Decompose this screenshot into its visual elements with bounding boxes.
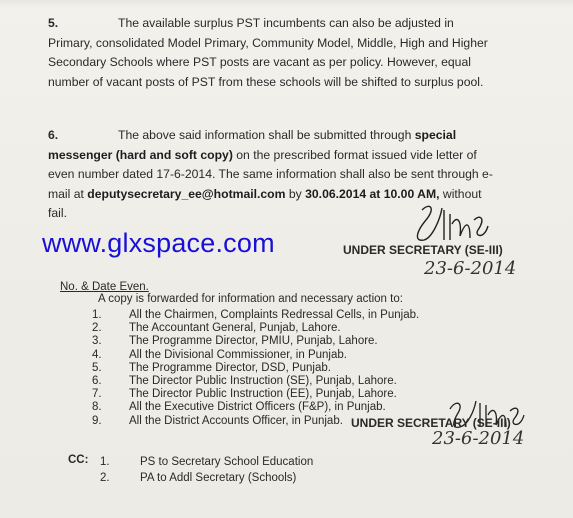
paragraph-text: The available surplus PST incumbents can also be adjusted in Primary, consolidated Model Primary, Community Model, Middle, High and Higher Secondary Schools where PST posts are vacant as per policy. However, equal number of vacant posts of PST from these schools will be shifted to surplus pool. xyxy=(48,16,488,89)
paragraph-text: by xyxy=(285,186,306,201)
signature-date-1: 23-6-2014 xyxy=(424,258,517,279)
list-item: 6. The Director Public Instruction (SE), Punjab, Lahore. xyxy=(92,374,397,387)
paragraph-5 xyxy=(48,14,498,92)
email-address: deputysecretary_ee@hotmail.com xyxy=(87,186,286,201)
cc-recipient-list xyxy=(100,454,313,486)
list-item: 4. All the Divisional Commissioner, in Punjab. xyxy=(92,348,347,361)
paragraph-number: 6. xyxy=(48,128,59,142)
cc-label: CC: xyxy=(68,454,89,466)
watermark-url: www.glxspace.com xyxy=(42,228,275,258)
list-item: 2. The Accountant General, Punjab, Lahore. xyxy=(92,322,341,335)
list-item: 1. PS to Secretary School Education xyxy=(100,456,314,468)
number-and-date: No. & Date Even. xyxy=(60,281,149,293)
list-item: 9. All the District Accounts Officer, in Punjab. xyxy=(92,414,343,427)
deadline: 30.06.2014 at 10.00 AM, xyxy=(305,186,440,201)
signature-date-2: 23-6-2014 xyxy=(432,428,525,449)
list-item: 3. The Programme Director, PMIU, Punjab, Lahore. xyxy=(92,335,378,348)
copy-forwarded-intro: A copy is forwarded for information and necessary action to: xyxy=(98,293,403,305)
list-item: 8. All the Executive District Officers (F&P), in Punjab. xyxy=(92,401,386,414)
page-top-shadow xyxy=(0,0,573,8)
paragraph-text: on the prescribed format issued vide letter of even number dated 17-6-2014. The same information shall also be sent through e-mail at xyxy=(48,147,493,201)
paragraph-number: 5. xyxy=(48,16,59,30)
bold-delivery-method: special messenger (hard and soft copy) xyxy=(48,128,457,162)
signatory-title-2: UNDER SECRETARY (SE-III) xyxy=(351,416,511,430)
paragraph-text: The above said information shall be submitted through xyxy=(118,128,415,142)
signatory-title-1: UNDER SECRETARY (SE-III) xyxy=(343,243,503,257)
paragraph-text: without fail. xyxy=(48,186,482,220)
list-item: 1. All the Chairmen, Complaints Redressal Cells, in Punjab. xyxy=(92,309,420,321)
list-item: 5. The Programme Director, DSD, Punjab. xyxy=(92,361,331,374)
list-item: 2. PA to Addl Secretary (Schools) xyxy=(100,472,297,484)
list-item: 7. The Director Public Instruction (EE), Punjab, Lahore. xyxy=(92,388,397,401)
